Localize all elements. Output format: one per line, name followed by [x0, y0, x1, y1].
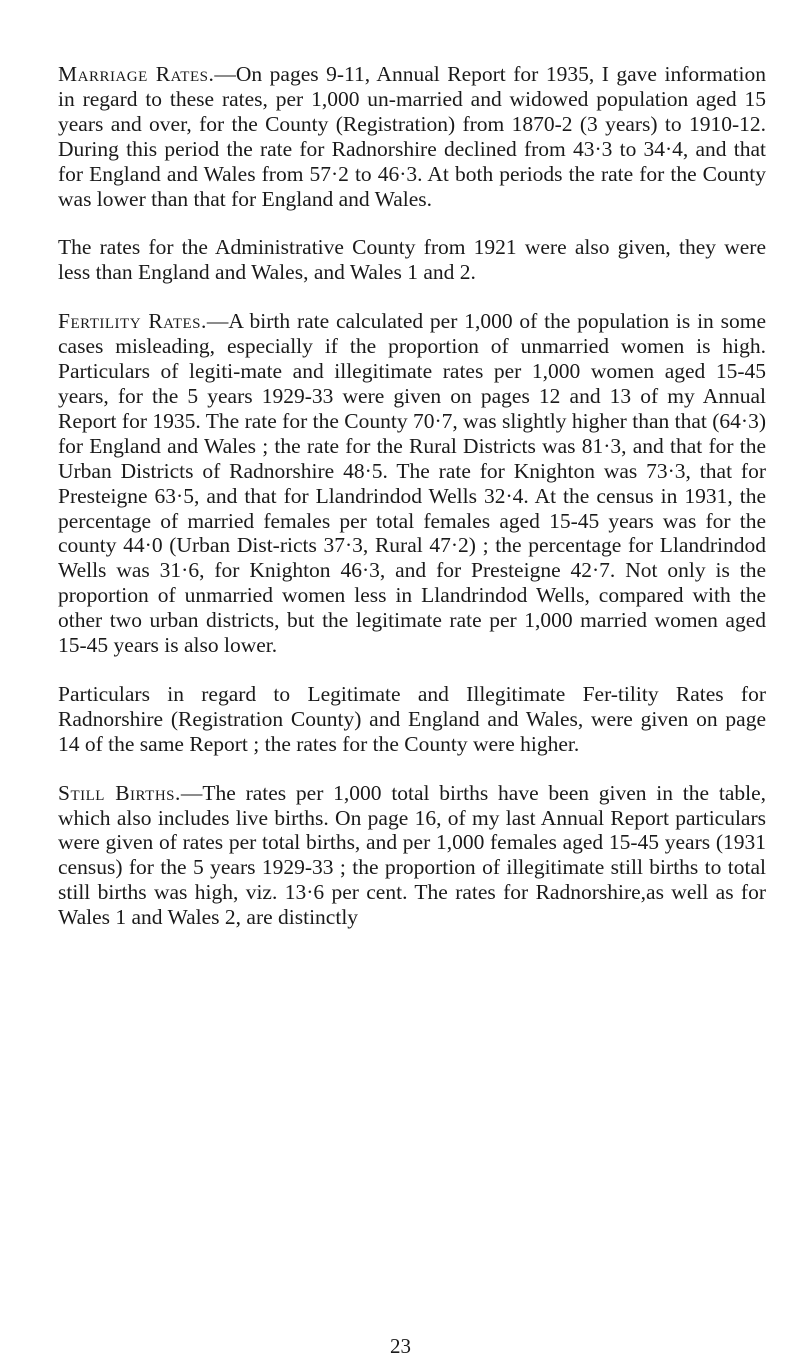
- section-heading-still-births: Still Births.: [58, 780, 181, 805]
- section-heading-marriage-rates: Marriage Rates.: [58, 62, 215, 86]
- paragraph-text: Particulars in regard to Legitimate and Illegitimate Fer-tility Rates for Radnorshire (Registration County) and England and Wales, were given on page 14 of the same Report ; the rates for the County were higher.: [58, 681, 766, 756]
- document-body: [58, 62, 766, 930]
- page-number: 23: [390, 1334, 411, 1358]
- paragraph-text: —On pages 9-11, Annual Report for 1935, I gave information in regard to these rates, per 1,000 un-married and widowed population aged 15 years and over, for the County (Registration) from 1870-2 (3 years) to 1910-12. During this period the rate for Radnorshire declined from 43·3 to 34·4, and that for England and Wales from 57·2 to 46·3. At both periods the rate for the County was lower than that for England and Wales.: [58, 62, 766, 211]
- paragraph-administrative-county: [58, 235, 766, 285]
- paragraph-legitimate-illegitimate: [58, 682, 766, 757]
- paragraph-text: —A birth rate calculated per 1,000 of the population is in some cases misleading, especially if the proportion of unmarried women is high. Particulars of legiti-mate and illegitimate rates per 1,000 women aged 15-45 years, for the 5 years 1929-33 were given on pages 12 and 13 of my Annual Report for 1935. The rate for the County 70·7, was slightly higher than that (64·3) for England and Wales ; the rate for the Rural Districts was 81·3, and that for the Urban Districts of Radnorshire 48·5. The rate for Knighton was 73·3, that for Presteigne 63·5, and that for Llandrindod Wells 32·4. At the census in 1931, the percentage of married females per total females aged 15-45 years was for the county 44·0 (Urban Dist-ricts 37·3, Rural 47·2) ; the percentage for Llandrindod Wells was 31·6, for Knighton 46·3, and for Presteigne 42·7. Not only is the proportion of unmarried women less in Llandrindod Wells, compared with the other two urban districts, but the legitimate rate per 1,000 married women aged 15-45 years is also lower.: [58, 309, 766, 658]
- paragraph-marriage-rates: [58, 62, 766, 211]
- paragraph-text: —The rates per 1,000 total births have been given in the table, which also includes live births. On page 16, of my last Annual Report particulars were given of rates per total births, and per 1,000 females aged 15-45 years (1931 census) for the 5 years 1929-33 ; the proportion of illegitimate still births to total still births was high, viz. 13·6 per cent. The rates for Radnorshire,as well as for Wales 1 and Wales 2, are distinctly: [58, 780, 767, 930]
- paragraph-text: The rates for the Administrative County from 1921 were also given, they were less than England and Wales, and Wales 1 and 2.: [58, 235, 766, 285]
- paragraph-fertility-rates: [58, 309, 766, 658]
- paragraph-still-births: [58, 781, 766, 930]
- section-heading-fertility-rates: Fertility Rates.: [58, 309, 207, 334]
